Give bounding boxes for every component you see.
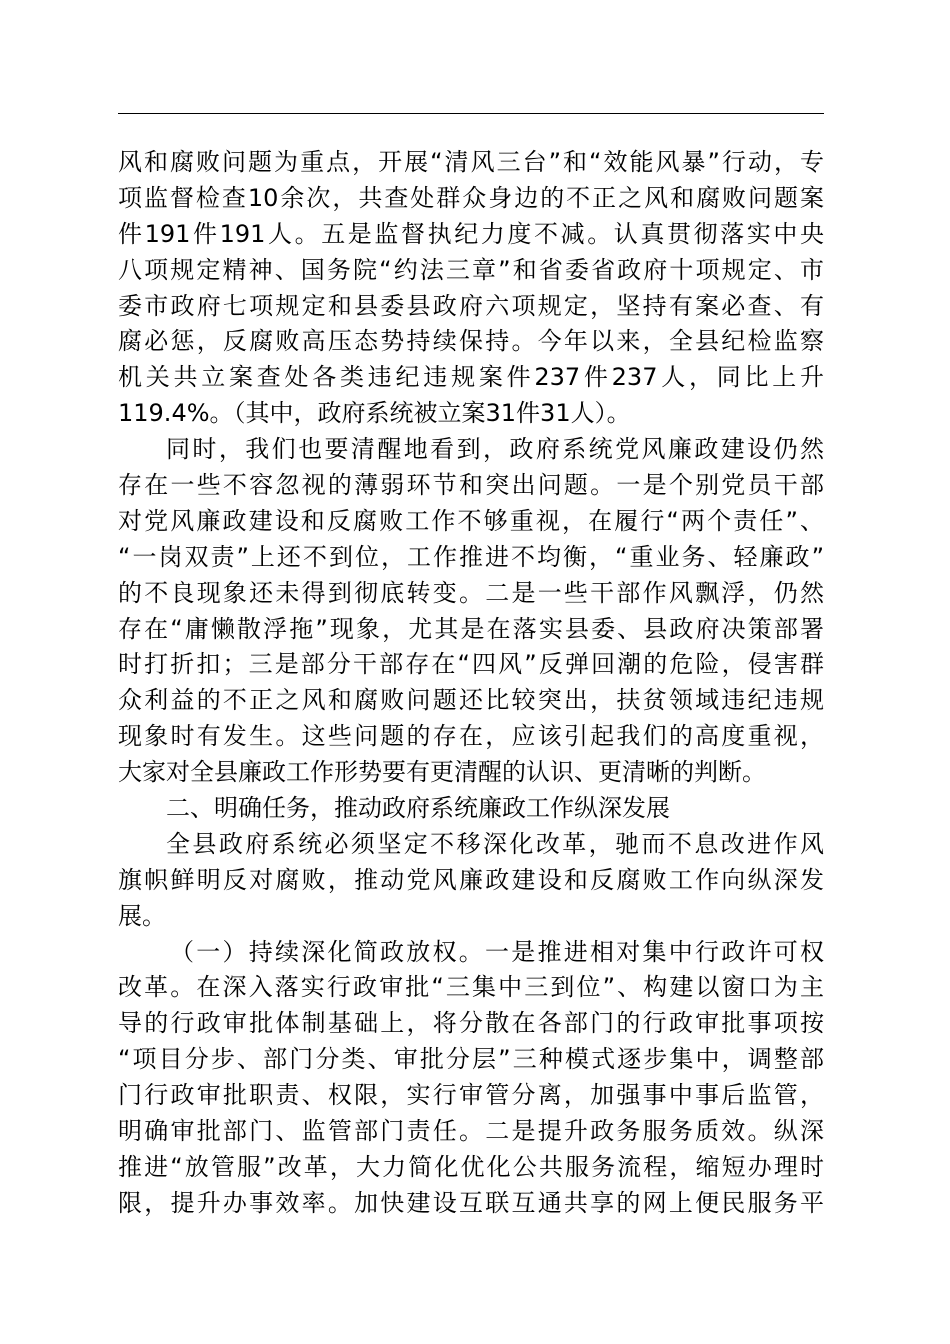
paragraph-simplify-administration [118, 935, 824, 1222]
text-line: 风和腐败问题为重点，开展“清风三台”和“效能风暴”行动，专 [118, 148, 824, 176]
header-rule [118, 113, 824, 114]
text-line: 旗帜鲜明反对腐败，推动党风廉政建设和反腐败工作向纵深发 [118, 865, 824, 894]
text-line: 机关共立案查处各类违纪违规案件237件237人，同比上升 [118, 363, 824, 392]
text-line: 对党风廉政建设和反腐败工作不够重视，在履行“两个责任”、 [118, 506, 824, 535]
text-line: 存在“庸懒散浮拖”现象，尤其是在落实县委、县政府决策部署 [118, 614, 824, 643]
text-line: 时打折扣；三是部分干部存在“四风”反弹回潮的危险，侵害群 [118, 650, 824, 679]
text-line: 现象时有发生。这些问题的存在，应该引起我们的高度重视， [118, 722, 824, 751]
text-line: “项目分步、部门分类、审批分层”三种模式逐步集中，调整部 [118, 1045, 824, 1074]
text-line: 推进“放管服”改革，大力简化优化公共服务流程，缩短办理时 [118, 1152, 824, 1181]
paragraph-supervision-results [118, 145, 824, 432]
section-heading-text: 二、明确任务，推动政府系统廉政工作纵深发展 [166, 794, 670, 823]
text-line: 八项规定精神、国务院“约法三章”和省委省政府十项规定、市 [118, 255, 824, 284]
text-line: 展。 [118, 901, 166, 930]
text-line: 限，提升办事效率。加快建设互联互通共享的网上便民服务平 [118, 1188, 824, 1217]
paragraph-task-intro [118, 827, 824, 935]
text-line: 件191件191人。五是监督执纪力度不减。认真贯彻落实中央 [118, 219, 824, 248]
text-line: “一岗双责”上还不到位，工作推进不均衡，“重业务、轻廉政” [118, 542, 824, 571]
text-line: 委市政府七项规定和县委县政府六项规定，坚持有案必查、有 [118, 291, 824, 320]
text-line: 众利益的不正之风和腐败问题还比较突出，扶贫领域违纪违规 [118, 686, 824, 715]
text-line: 同时，我们也要清醒地看到，政府系统党风廉政建设仍然 [166, 435, 824, 464]
paragraph-problems [118, 432, 824, 791]
text-line: （一）持续深化简政放权。一是推进相对集中行政许可权 [170, 937, 824, 966]
text-line: 改革。在深入落实行政审批“三集中三到位”、构建以窗口为主 [118, 973, 824, 1002]
text-line: 的不良现象还未得到彻底转变。二是一些干部作风飘浮，仍然 [118, 578, 824, 607]
text-line: 119.4%。（其中，政府系统被立案31件31人）。 [118, 399, 631, 428]
text-line: 门行政审批职责、权限，实行审管分离，加强事中事后监管， [118, 1081, 824, 1110]
text-line: 存在一些不容忽视的薄弱环节和突出问题。一是个别党员干部 [118, 471, 824, 500]
text-line: 项监督检查10余次，共查处群众身边的不正之风和腐败问题案 [118, 183, 824, 212]
text-line: 腐必惩，反腐败高压态势持续保持。今年以来，全县纪检监察 [118, 327, 824, 356]
text-line: 明确审批部门、监管部门责任。二是提升政务服务质效。纵深 [118, 1117, 824, 1146]
document-body [118, 145, 824, 1222]
text-line: 大家对全县廉政工作形势要有更清醒的认识、更清晰的判断。 [118, 758, 766, 787]
section-heading [118, 791, 824, 827]
text-line: 全县政府系统必须坚定不移深化改革，驰而不息改进作风 [166, 829, 824, 858]
text-line: 导的行政审批体制基础上，将分散在各部门的行政审批事项按 [118, 1009, 824, 1038]
